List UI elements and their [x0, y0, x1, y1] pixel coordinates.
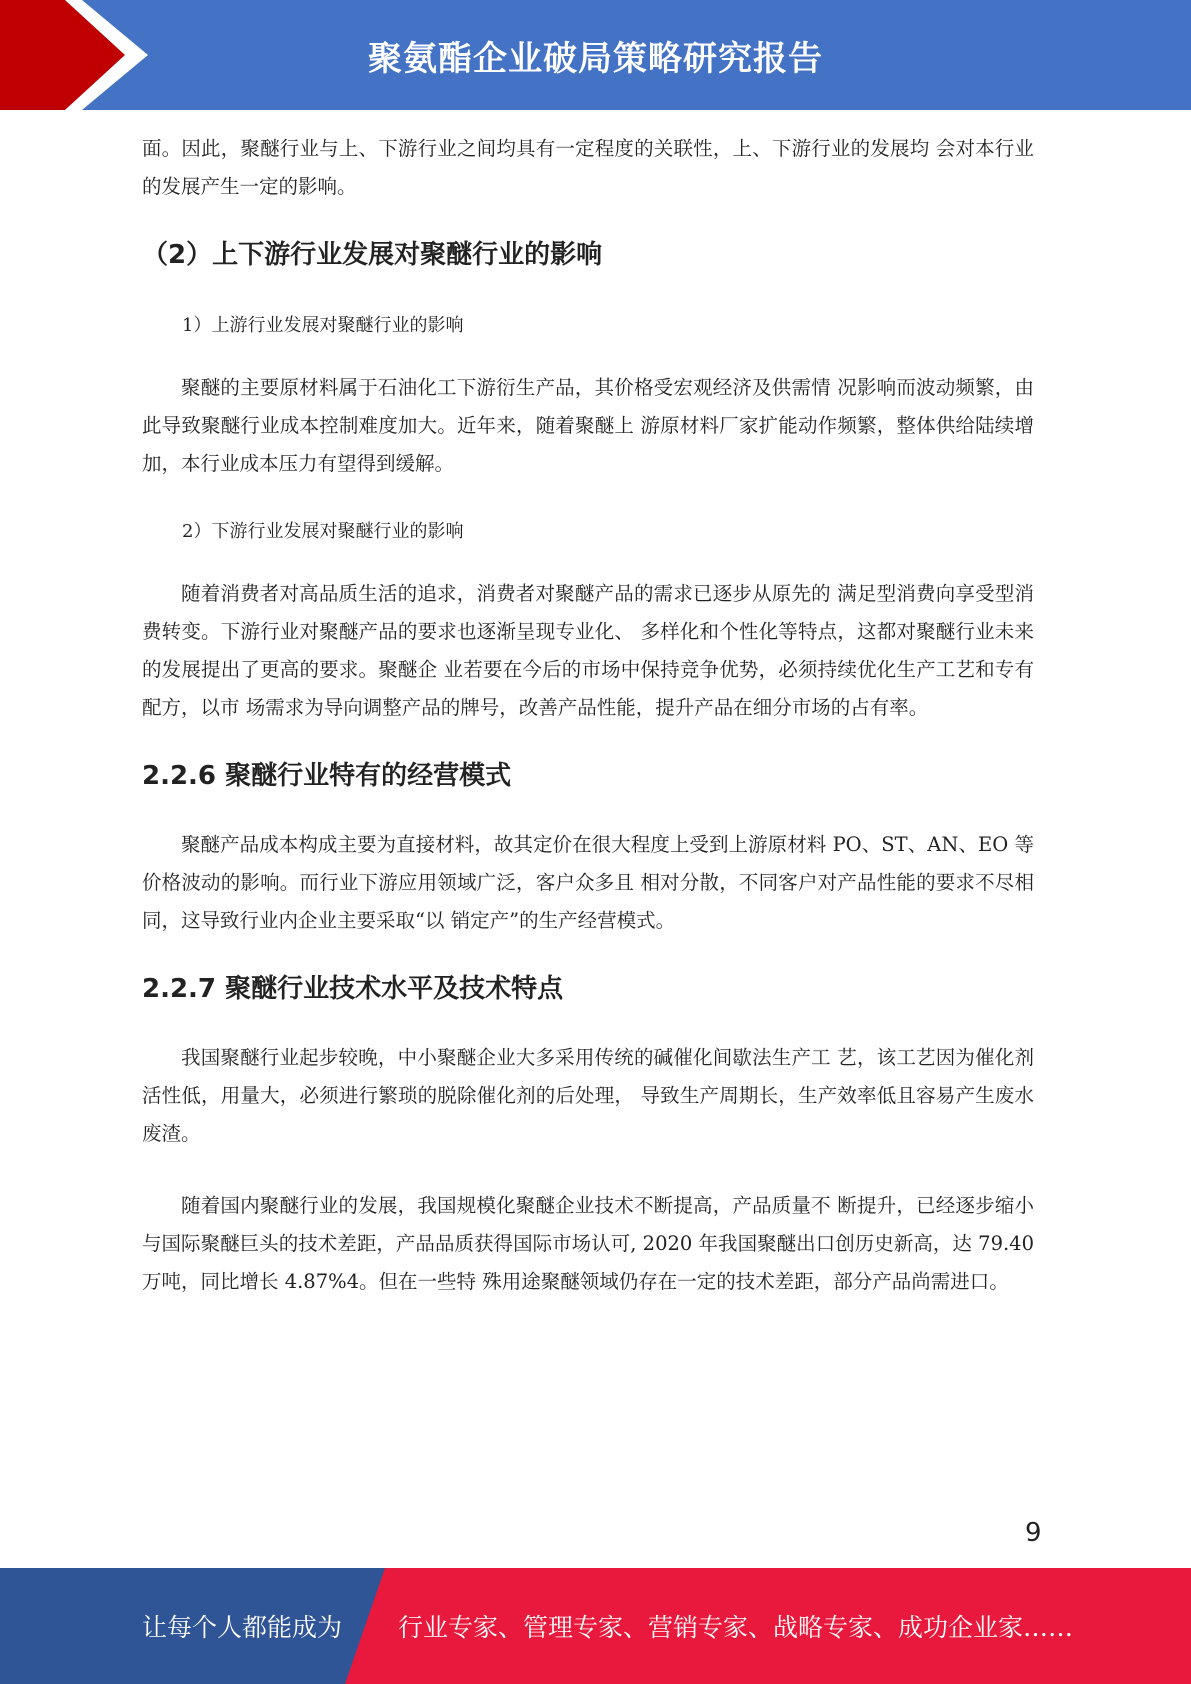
page-number: 9 [1025, 1518, 1042, 1548]
paragraph-continuation: 面。因此，聚醚行业与上、下游行业之间均具有一定程度的关联性，上、下游行业的发展均 会对本行业的发展产生一定的影响。 [142, 137, 1034, 198]
paragraph-downstream: 随着消费者对高品质生活的追求，消费者对聚醚产品的需求已逐步从原先的 满足型消费向享受型消费转变。下游行业对聚醚产品的要求也逐渐呈现专业化、 多样化和个性化等特点，这都对聚醚行业未来的发展提出了更高的要求。聚醚企 业若要在今后的市场中保持竞争优势，必须持续优化生产工艺和专有配方，以市 场需求为导向调整产品的牌号，改善产品性能，提升产品在细分市场的占有率。 [142, 582, 1034, 719]
section-heading-2-2-6: 2.2.6 聚醚行业特有的经营模式 [142, 761, 512, 791]
section-heading-2-2-7: 2.2.7 聚醚行业技术水平及技术特点 [142, 974, 564, 1004]
paragraph-business-model: 聚醚产品成本构成主要为直接材料，故其定价在很大程度上受到上游原材料 PO、ST、AN、EO 等价格波动的影响。而行业下游应用领域广泛，客户众多且 相对分散，不同客户对产品性能的要求不尽相同，这导致行业内企业主要采取“以 销定产”的生产经营模式。 [142, 833, 1034, 932]
minor-heading-upstream: 1）上游行业发展对聚醚行业的影响 [182, 315, 464, 336]
header-chevron-decoration [0, 0, 160, 110]
footer-slogan-left: 让每个人都能成为 [142, 1613, 343, 1642]
footer-slogan-right: 行业专家、管理专家、营销专家、战略专家、成功企业家…… [398, 1613, 1074, 1642]
paragraph-technology-1: 我国聚醚行业起步较晚，中小聚醚企业大多采用传统的碱催化间歇法生产工 艺，该工艺因为催化剂活性低，用量大，必须进行繁琐的脱除催化剂的后处理， 导致生产周期长，生产效率低且容易产生废水废渣。 [142, 1046, 1034, 1145]
paragraph-upstream: 聚醚的主要原材料属于石油化工下游衍生产品，其价格受宏观经济及供需情 况影响而波动频繁，由此导致聚醚行业成本控制难度加大。近年来，随着聚醚上 游原材料厂家扩能动作频繁，整体供给陆续增加，本行业成本压力有望得到缓解。 [142, 376, 1034, 475]
footer-bar [0, 1568, 1191, 1684]
header-bar [0, 0, 1191, 110]
minor-heading-downstream: 2）下游行业发展对聚醚行业的影响 [182, 521, 464, 542]
main-content [142, 130, 1034, 1301]
document-title: 聚氨酯企业破局策略研究报告 [368, 38, 823, 79]
subheading-upstream-downstream: （2）上下游行业发展对聚醚行业的影响 [142, 240, 603, 270]
paragraph-technology-2: 随着国内聚醚行业的发展，我国规模化聚醚企业技术不断提高，产品质量不 断提升，已经逐步缩小与国际聚醚巨头的技术差距，产品品质获得国际市场认可, 2020 年我国聚醚出口创历史新高，达 79.40 万吨，同比增长 4.87%4。但在一些特 殊用途聚醚领域仍存在一定的技术差距，部分产品尚需进口。 [142, 1194, 1034, 1293]
